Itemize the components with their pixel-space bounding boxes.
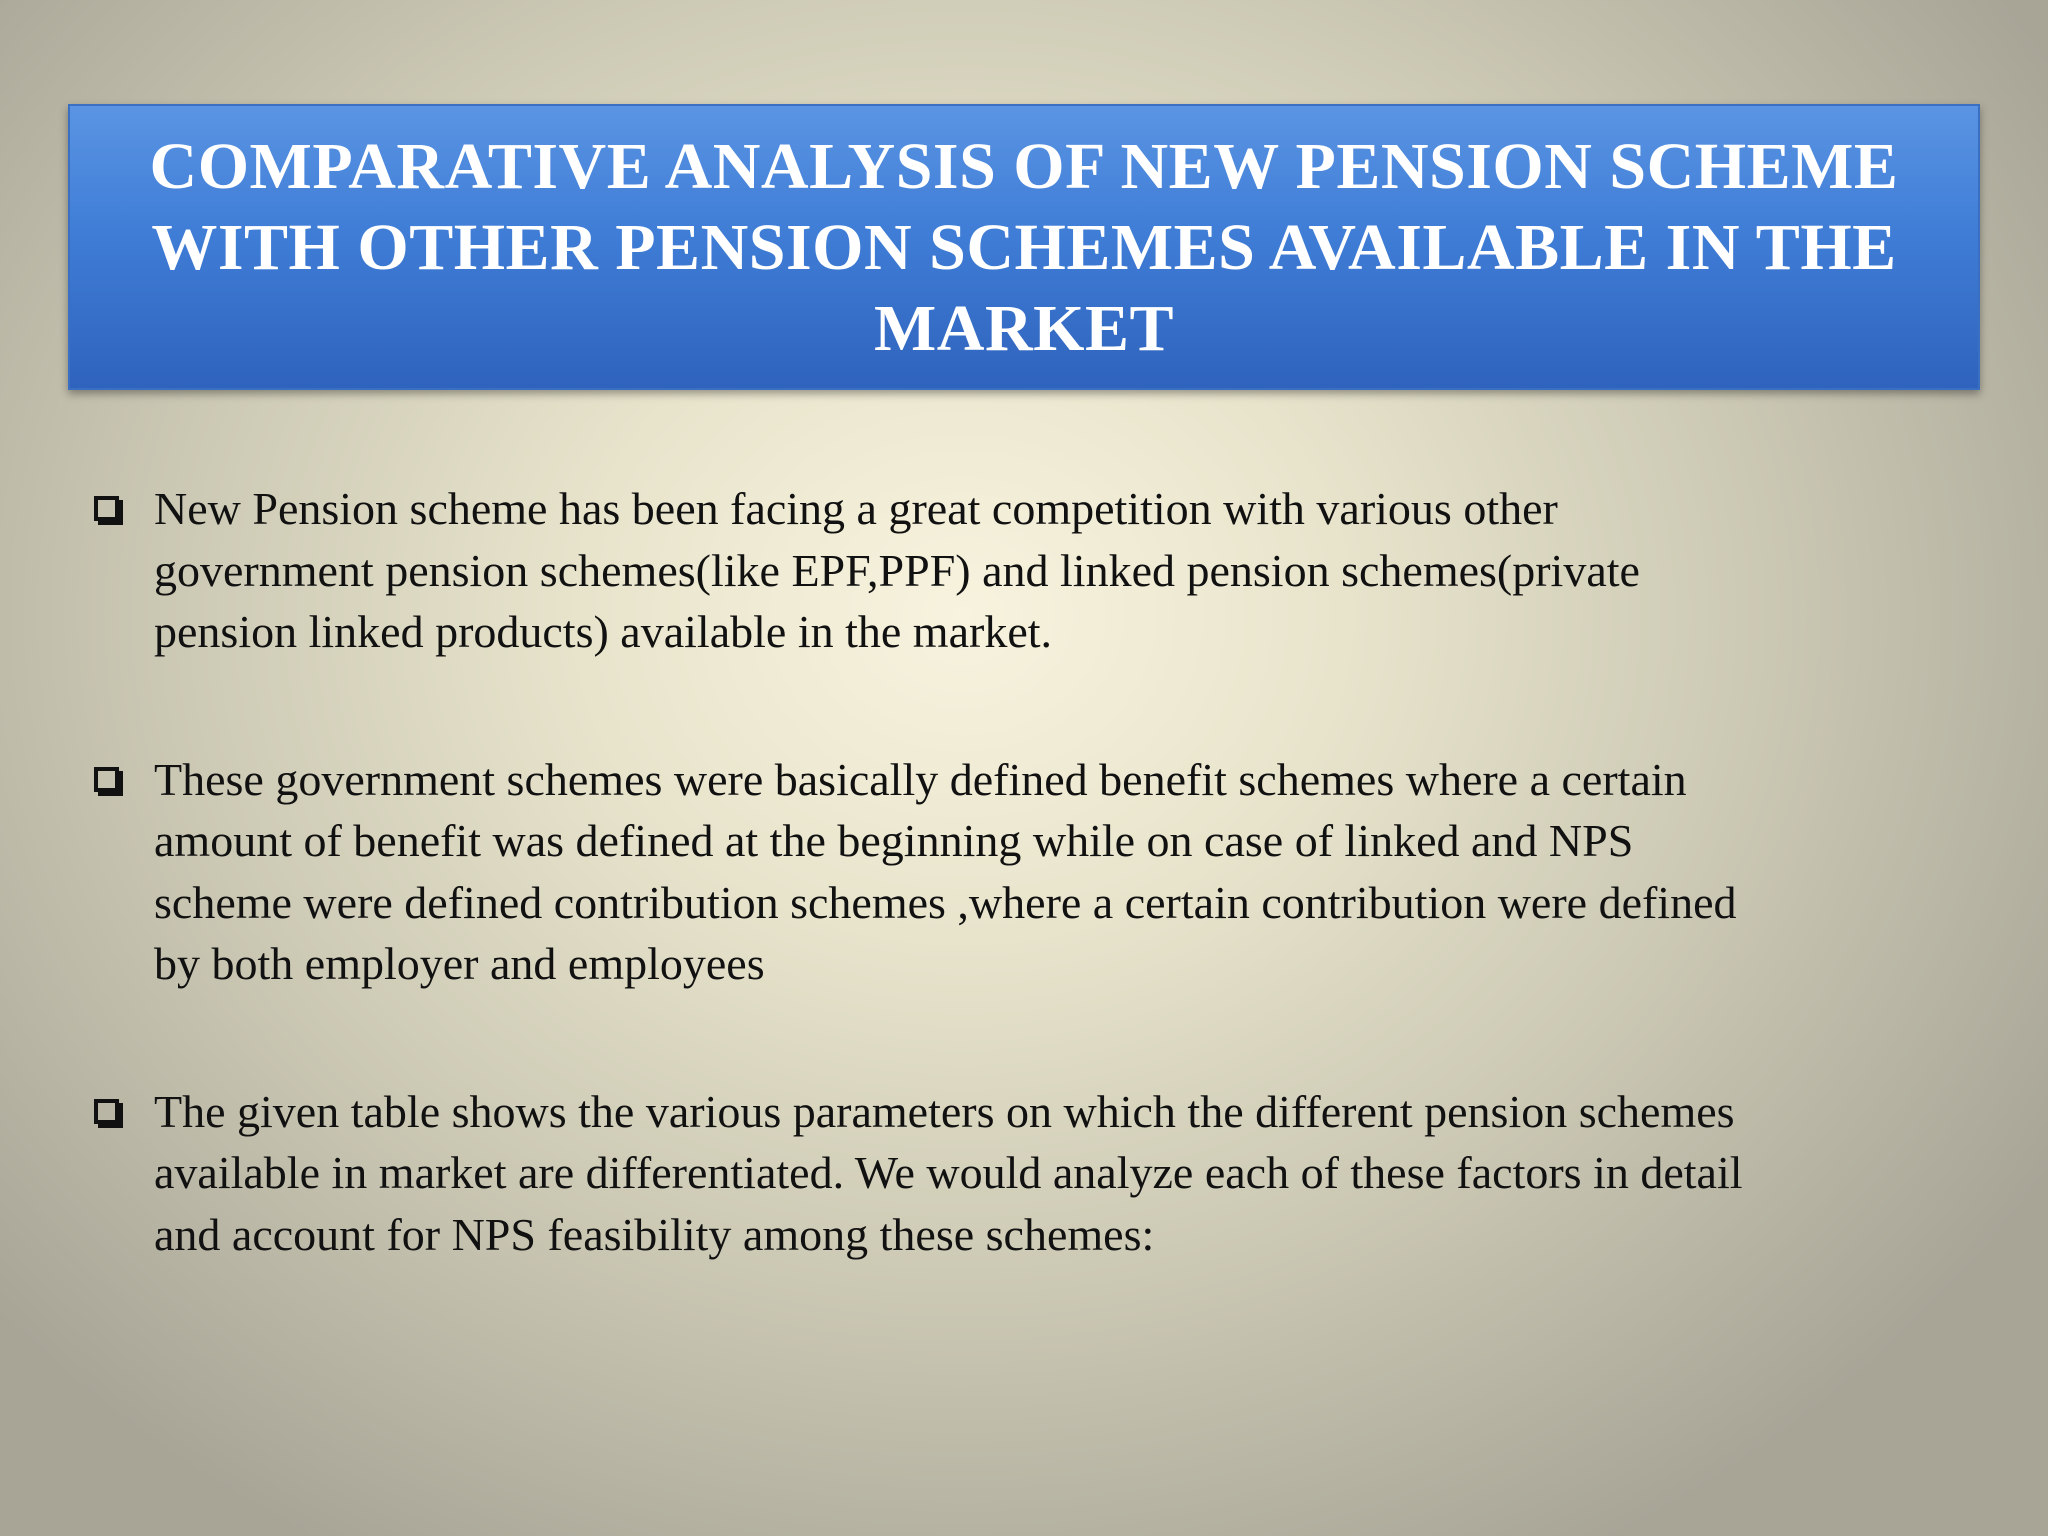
bullet-line: government pension schemes(like EPF,PPF) and linked pension schemes(private [154,544,1640,596]
bullet-line: The given table shows the various parameters on which the different pension schemes [154,1085,1735,1137]
title-line: COMPARATIVE ANALYSIS OF NEW PENSION SCHEME [149,129,1899,203]
hollow-square-bullet-icon [94,767,119,792]
hollow-square-bullet-icon [94,1099,119,1124]
bullet-line: and account for NPS feasibility among these schemes: [154,1208,1155,1260]
bullet-item [90,1081,1970,1266]
title-line: WITH OTHER PENSION SCHEMES AVAILABLE IN THE [151,210,1897,284]
bullet-item [90,749,1970,995]
slide-title [134,126,1914,369]
hollow-square-bullet-icon [94,496,119,521]
bullet-item [90,478,1970,663]
title-banner [68,104,1980,390]
bullet-line: New Pension scheme has been facing a great competition with various other [154,483,1558,534]
bullet-line: by both employer and employees [154,938,765,989]
bullet-list [90,478,1970,1265]
bullet-line: These government schemes were basically defined benefit schemes where a certain [154,753,1687,805]
bullet-line: pension linked products) available in the market. [154,606,1053,657]
bullet-line: available in market are differentiated. We would analyze each of these factors in detail [154,1147,1743,1198]
bullet-line: amount of benefit was defined at the beginning while on case of linked and NPS [154,815,1634,866]
title-line: MARKET [874,291,1174,365]
bullet-line: scheme were defined contribution schemes ,where a certain contribution were defined [154,876,1737,928]
